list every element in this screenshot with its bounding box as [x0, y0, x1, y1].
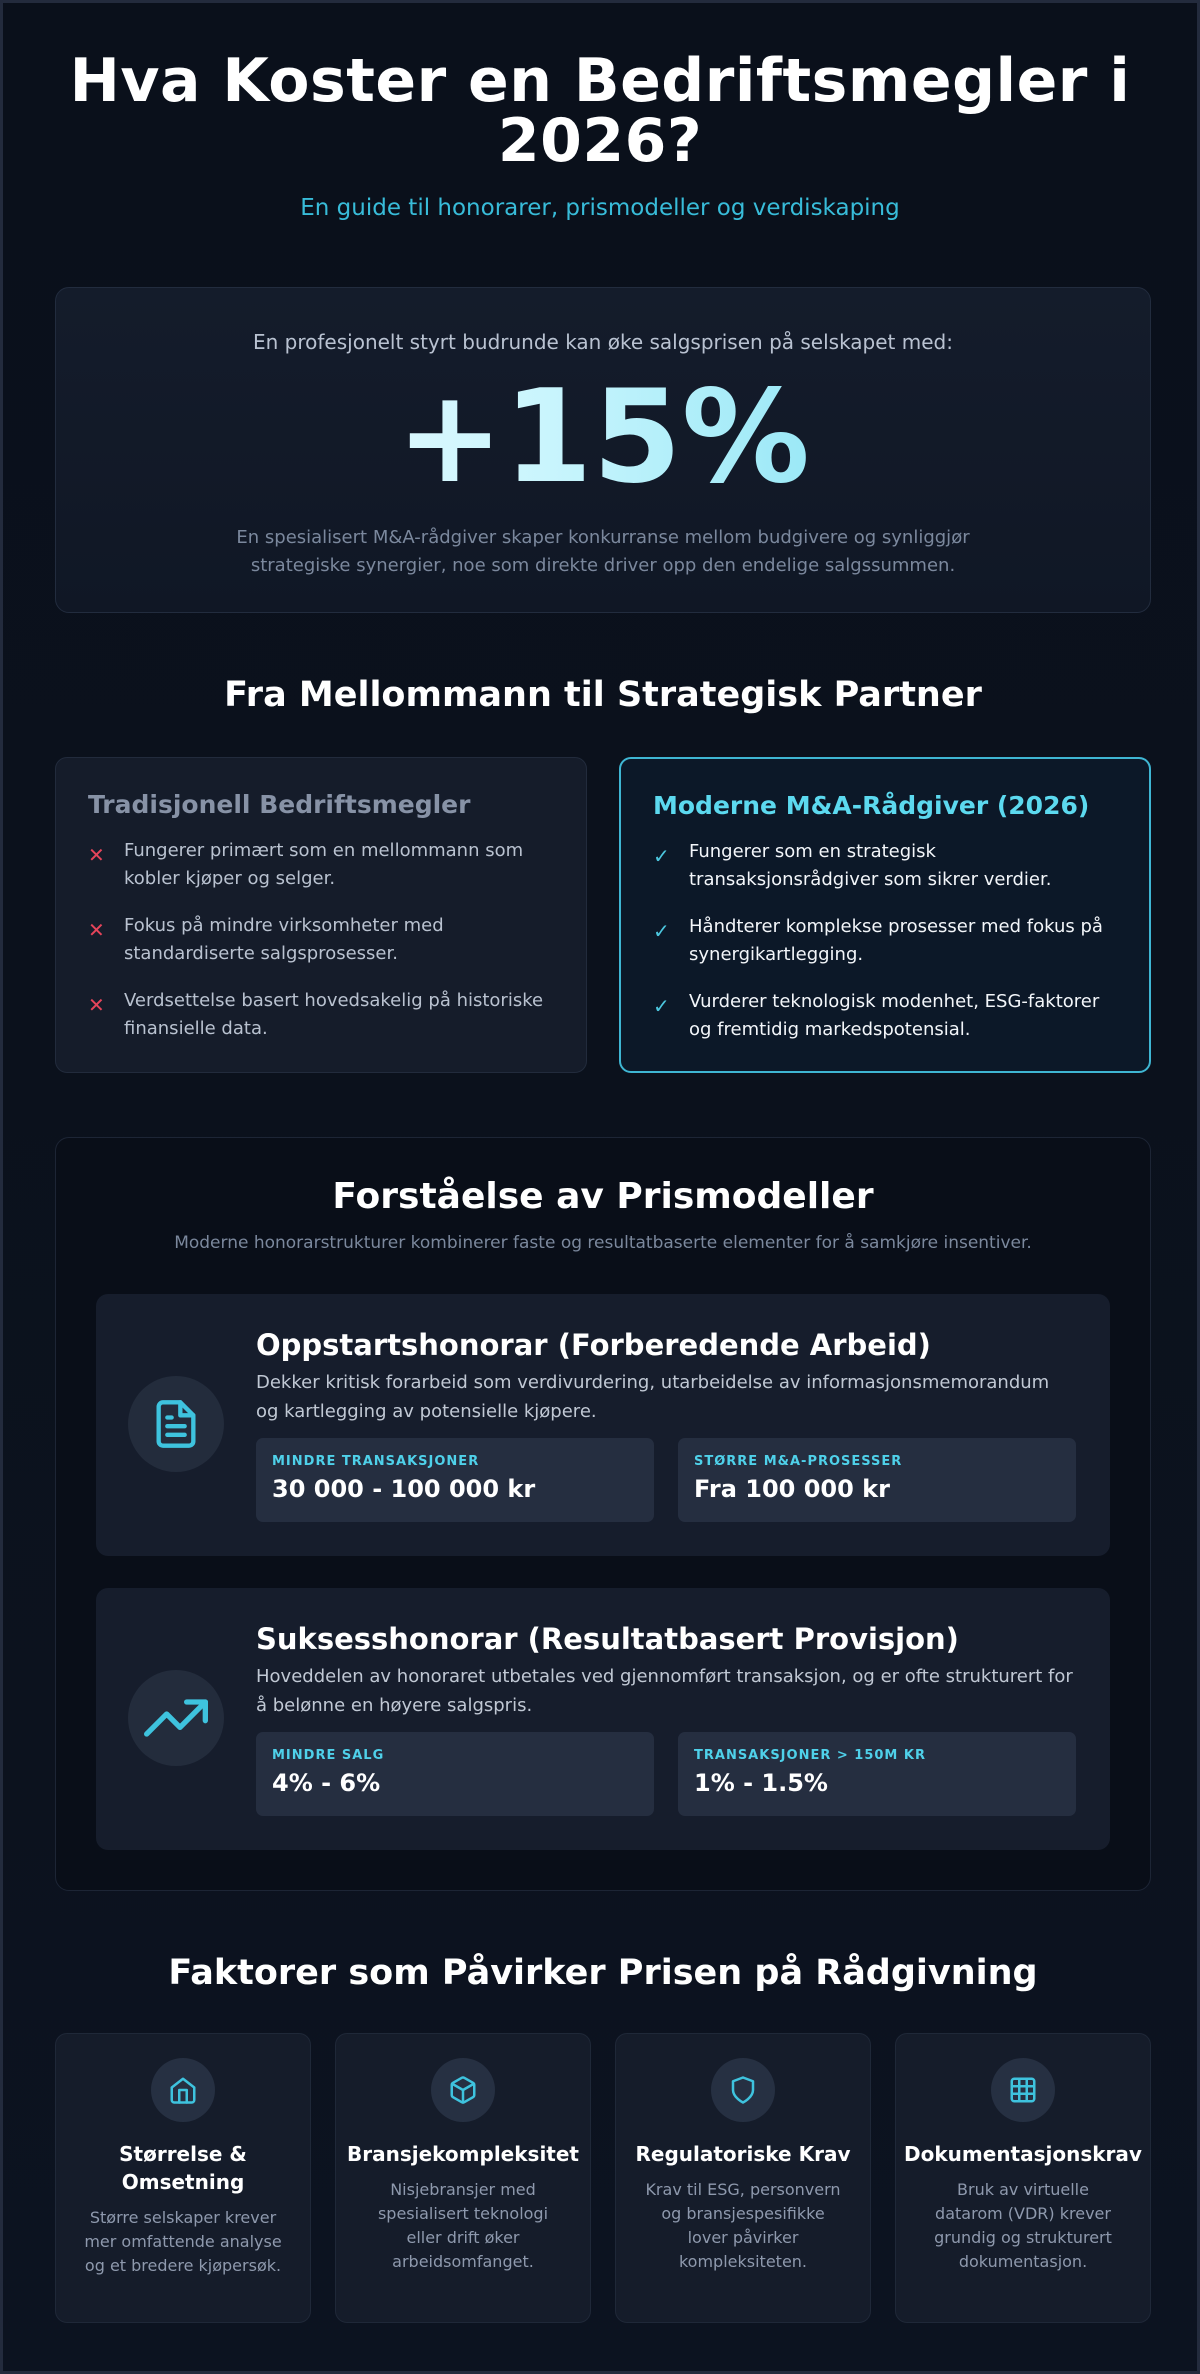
list-item: ✓ Håndterer komplekse prosesser med fokus på synergikartlegging. — [653, 913, 1117, 969]
stat-value: +15% — [56, 374, 1150, 502]
cube-icon — [431, 2058, 495, 2122]
model-description: Dekker kritisk forarbeid som verdivurdering, utarbeidelse av informasjonsmemorandum og kartlegging av potensielle kjøpere. — [256, 1372, 1050, 1422]
tier-label: MINDRE SALG — [272, 1748, 385, 1763]
factor-description: Bruk av virtuelle datarom (VDR) krever grundig og strukturert dokumentasjon. — [934, 2180, 1112, 2271]
factors-title: Faktorer som Påvirker Prisen på Rådgivning — [168, 1953, 1038, 1993]
tier-label: TRANSAKSJONER > 150M KR — [694, 1748, 926, 1763]
stat-card — [55, 287, 1151, 613]
factor-description: Krav til ESG, personvern og bransjespesifikke lover påvirker kompleksiteten. — [645, 2180, 841, 2271]
check-icon: ✓ — [653, 919, 670, 943]
models-lead: Moderne honorarstrukturer kombinerer faste og resultatbaserte elementer for å samkjøre insentiver. — [174, 1233, 1032, 1253]
list-item: ✕ Verdsettelse basert hovedsakelig på historiske finansielle data. — [88, 987, 554, 1043]
model-description: Hoveddelen av honoraret utbetales ved gjennomført transaksjon, og er ofte strukturert for å belønne en høyere salgspris. — [256, 1666, 1073, 1716]
modern-advisor-card — [619, 757, 1151, 1073]
list-item: ✓ Vurderer teknologisk modenhet, ESG-faktorer og fremtidig markedspotensial. — [653, 988, 1117, 1044]
tier-label: MINDRE TRANSAKSJONER — [272, 1454, 480, 1469]
traditional-title: Tradisjonell Bedriftsmegler — [88, 790, 471, 819]
document-icon — [128, 1376, 224, 1472]
factor-title: Bransjekompleksitet — [347, 2142, 579, 2166]
model-title: Oppstartshonorar (Forberedende Arbeid) — [256, 1328, 931, 1362]
home-icon — [151, 2058, 215, 2122]
list-item: ✕ Fokus på mindre virksomheter med standardiserte salgsprosesser. — [88, 912, 554, 968]
table-icon — [991, 2058, 1055, 2122]
factor-description: Større selskaper krever mer omfattende analyse og et bredere kjøpersøk. — [84, 2208, 282, 2275]
page-title: Hva Koster en Bedriftsmegler i 2026? — [69, 46, 1131, 176]
cross-icon: ✕ — [88, 843, 105, 867]
tier-value: 1% - 1.5% — [694, 1769, 828, 1797]
model-card-success-fee — [96, 1588, 1110, 1850]
tier-value: 4% - 6% — [272, 1769, 381, 1797]
factor-card-regulatory — [615, 2033, 871, 2323]
tier-box — [678, 1732, 1076, 1816]
page-subtitle: En guide til honorarer, prismodeller og verdiskaping — [300, 195, 900, 221]
pricing-models-section — [55, 1137, 1151, 1891]
tier-value: Fra 100 000 kr — [694, 1475, 890, 1503]
cross-icon: ✕ — [88, 918, 105, 942]
factor-title: Dokumentasjonskrav — [904, 2142, 1142, 2166]
tier-box — [256, 1732, 654, 1816]
list-item: ✓ Fungerer som en strategisk transaksjonsrådgiver som sikrer verdier. — [653, 838, 1117, 894]
check-icon: ✓ — [653, 844, 670, 868]
factor-card-size — [55, 2033, 311, 2323]
factor-description: Nisjebransjer med spesialisert teknologi eller drift øker arbeidsomfanget. — [377, 2180, 549, 2271]
stat-intro: En profesjonelt styrt budrunde kan øke salgsprisen på selskapet med: — [253, 330, 953, 354]
list-item: ✕ Fungerer primært som en mellommann som kobler kjøper og selger. — [88, 837, 554, 893]
tier-label: STØRRE M&A-PROSESSER — [694, 1454, 903, 1469]
model-card-startup-fee — [96, 1294, 1110, 1556]
factor-title: Regulatoriske Krav — [635, 2142, 851, 2166]
factor-title: Størrelse & Omsetning — [119, 2142, 247, 2194]
model-title: Suksesshonorar (Resultatbasert Provisjon) — [256, 1622, 959, 1656]
tier-box — [678, 1438, 1076, 1522]
tier-box — [256, 1438, 654, 1522]
check-icon: ✓ — [653, 994, 670, 1018]
modern-title: Moderne M&A-Rådgiver (2026) — [653, 791, 1090, 820]
trending-up-icon — [128, 1670, 224, 1766]
shield-icon — [711, 2058, 775, 2122]
factor-card-documentation — [895, 2033, 1151, 2323]
cross-icon: ✕ — [88, 993, 105, 1017]
comparison-title: Fra Mellommann til Strategisk Partner — [224, 675, 982, 715]
models-title: Forståelse av Prismodeller — [332, 1176, 874, 1217]
factor-card-industry — [335, 2033, 591, 2323]
tier-value: 30 000 - 100 000 kr — [272, 1475, 536, 1503]
traditional-broker-card — [55, 757, 587, 1073]
hero-header — [3, 3, 1197, 221]
stat-description: En spesialisert M&A-rådgiver skaper konkurranse mellom budgivere og synliggjør strategiske synergier, noe som direkte driver opp den endelige salgssummen. — [236, 527, 970, 576]
